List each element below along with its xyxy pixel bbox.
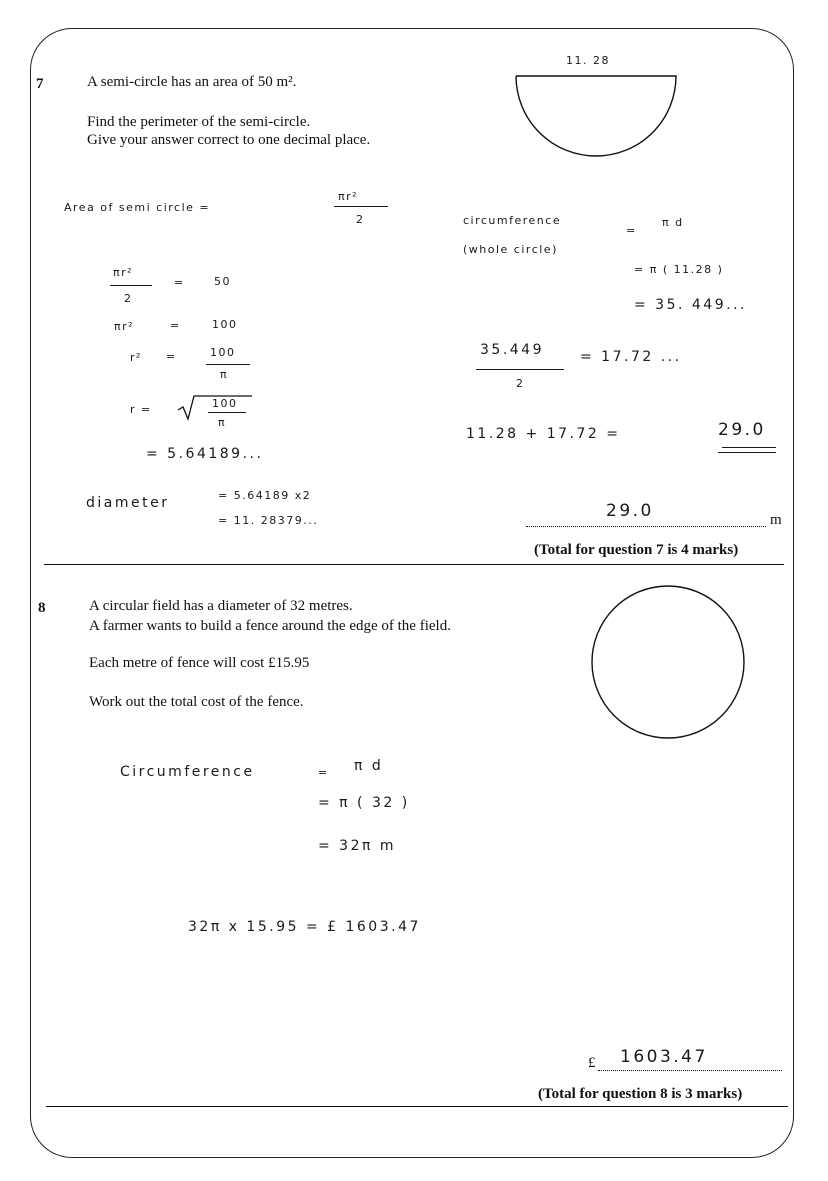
q7-circ-formula: π d xyxy=(662,216,684,229)
q7-half-denominator: 2 xyxy=(516,377,525,390)
q8-circumference-label: Circumference xyxy=(120,764,255,780)
q7-radius-value: = 5.64189... xyxy=(146,446,264,462)
semicircle-diameter-label: 11. 28 xyxy=(566,54,610,67)
q7-total-marks: (Total for question 7 is 4 marks) xyxy=(534,542,739,558)
q8-answer-line xyxy=(598,1070,782,1071)
q7-eq4-denominator: π xyxy=(218,416,227,429)
question-8-context: A farmer wants to build a fence around the edge of the field. xyxy=(89,618,451,634)
q7-diameter-label: diameter xyxy=(86,495,170,511)
question-divider xyxy=(44,564,784,565)
q7-sum-line: 11.28 + 17.72 = xyxy=(466,426,621,442)
q8-eq3-result: = 32π m xyxy=(318,838,397,854)
q7-whole-circle-note: (whole circle) xyxy=(463,243,558,256)
q7-fraction-bar xyxy=(476,369,564,370)
q7-area-label: Area of semi circle = xyxy=(64,201,211,214)
q7-eq2-rhs: 100 xyxy=(212,318,238,331)
q7-eq2-equals: = xyxy=(170,319,181,332)
semicircle-diagram xyxy=(508,68,684,170)
q8-eq1-equals: = xyxy=(318,766,329,779)
q8-total-marks: (Total for question 8 is 3 marks) xyxy=(538,1086,743,1102)
q8-eq1-formula: π d xyxy=(354,758,384,774)
q8-answer: 1603.47 xyxy=(620,1047,708,1067)
question-8-number: 8 xyxy=(38,600,46,616)
question-7-statement: A semi-circle has an area of 50 m². xyxy=(87,74,297,90)
q7-answer: 29.0 xyxy=(606,501,654,521)
question-divider xyxy=(46,1106,788,1107)
q7-area-formula-numerator: πr² xyxy=(338,190,359,203)
q7-half-value: = 17.72 ... xyxy=(580,349,682,365)
q7-diameter-calc: = 5.64189 x2 xyxy=(218,489,312,502)
q7-fraction-bar xyxy=(208,412,246,413)
q7-circ-value: = 35. 449... xyxy=(634,297,747,313)
q7-eq1-denominator: 2 xyxy=(124,292,133,305)
q7-circumference-label: circumference xyxy=(463,214,562,227)
q8-answer-currency: £ xyxy=(588,1055,596,1071)
q7-eq4-numerator: 100 xyxy=(212,397,238,410)
q7-eq3-numerator: 100 xyxy=(210,346,236,359)
q7-eq3-denominator: π xyxy=(220,368,229,381)
q7-fraction-bar xyxy=(110,285,152,286)
q7-circ-substitution: = π ( 11.28 ) xyxy=(634,263,724,276)
q7-fraction-bar xyxy=(206,364,250,365)
question-7-number: 7 xyxy=(36,76,44,92)
q7-eq2-lhs: πr² xyxy=(114,320,135,333)
q7-underline xyxy=(722,447,776,448)
q7-answer-unit: m xyxy=(770,512,782,528)
q7-half-numerator: 35.449 xyxy=(480,342,544,358)
q7-answer-line xyxy=(526,526,766,527)
question-7-instruction: Find the perimeter of the semi-circle. xyxy=(87,114,311,130)
q7-underline xyxy=(718,452,776,453)
q7-diameter-value: = 11. 28379... xyxy=(218,514,319,527)
q7-eq3-lhs: r² xyxy=(130,351,142,364)
q7-fraction-bar xyxy=(334,206,388,207)
q7-eq1-numerator: πr² xyxy=(113,266,134,279)
q7-area-formula-denominator: 2 xyxy=(356,213,365,226)
q7-eq3-equals: = xyxy=(166,350,177,363)
question-8-instruction: Work out the total cost of the fence. xyxy=(89,694,304,710)
circle-diagram xyxy=(590,584,746,740)
q7-eq1-equals: = xyxy=(174,276,185,289)
q7-circ-equals: = xyxy=(626,224,637,237)
question-8-statement: A circular field has a diameter of 32 metres. xyxy=(89,598,353,614)
question-8-cost: Each metre of fence will cost £15.95 xyxy=(89,655,310,671)
q7-eq1-rhs: 50 xyxy=(214,275,231,288)
q7-eq4-lhs: r = xyxy=(130,403,152,416)
q7-sum-result: 29.0 xyxy=(718,420,766,440)
q8-cost-calculation: 32π x 15.95 = £ 1603.47 xyxy=(188,919,421,935)
question-7-precision-note: Give your answer correct to one decimal place. xyxy=(87,132,371,148)
q8-eq2-substitution: = π ( 32 ) xyxy=(318,795,410,811)
